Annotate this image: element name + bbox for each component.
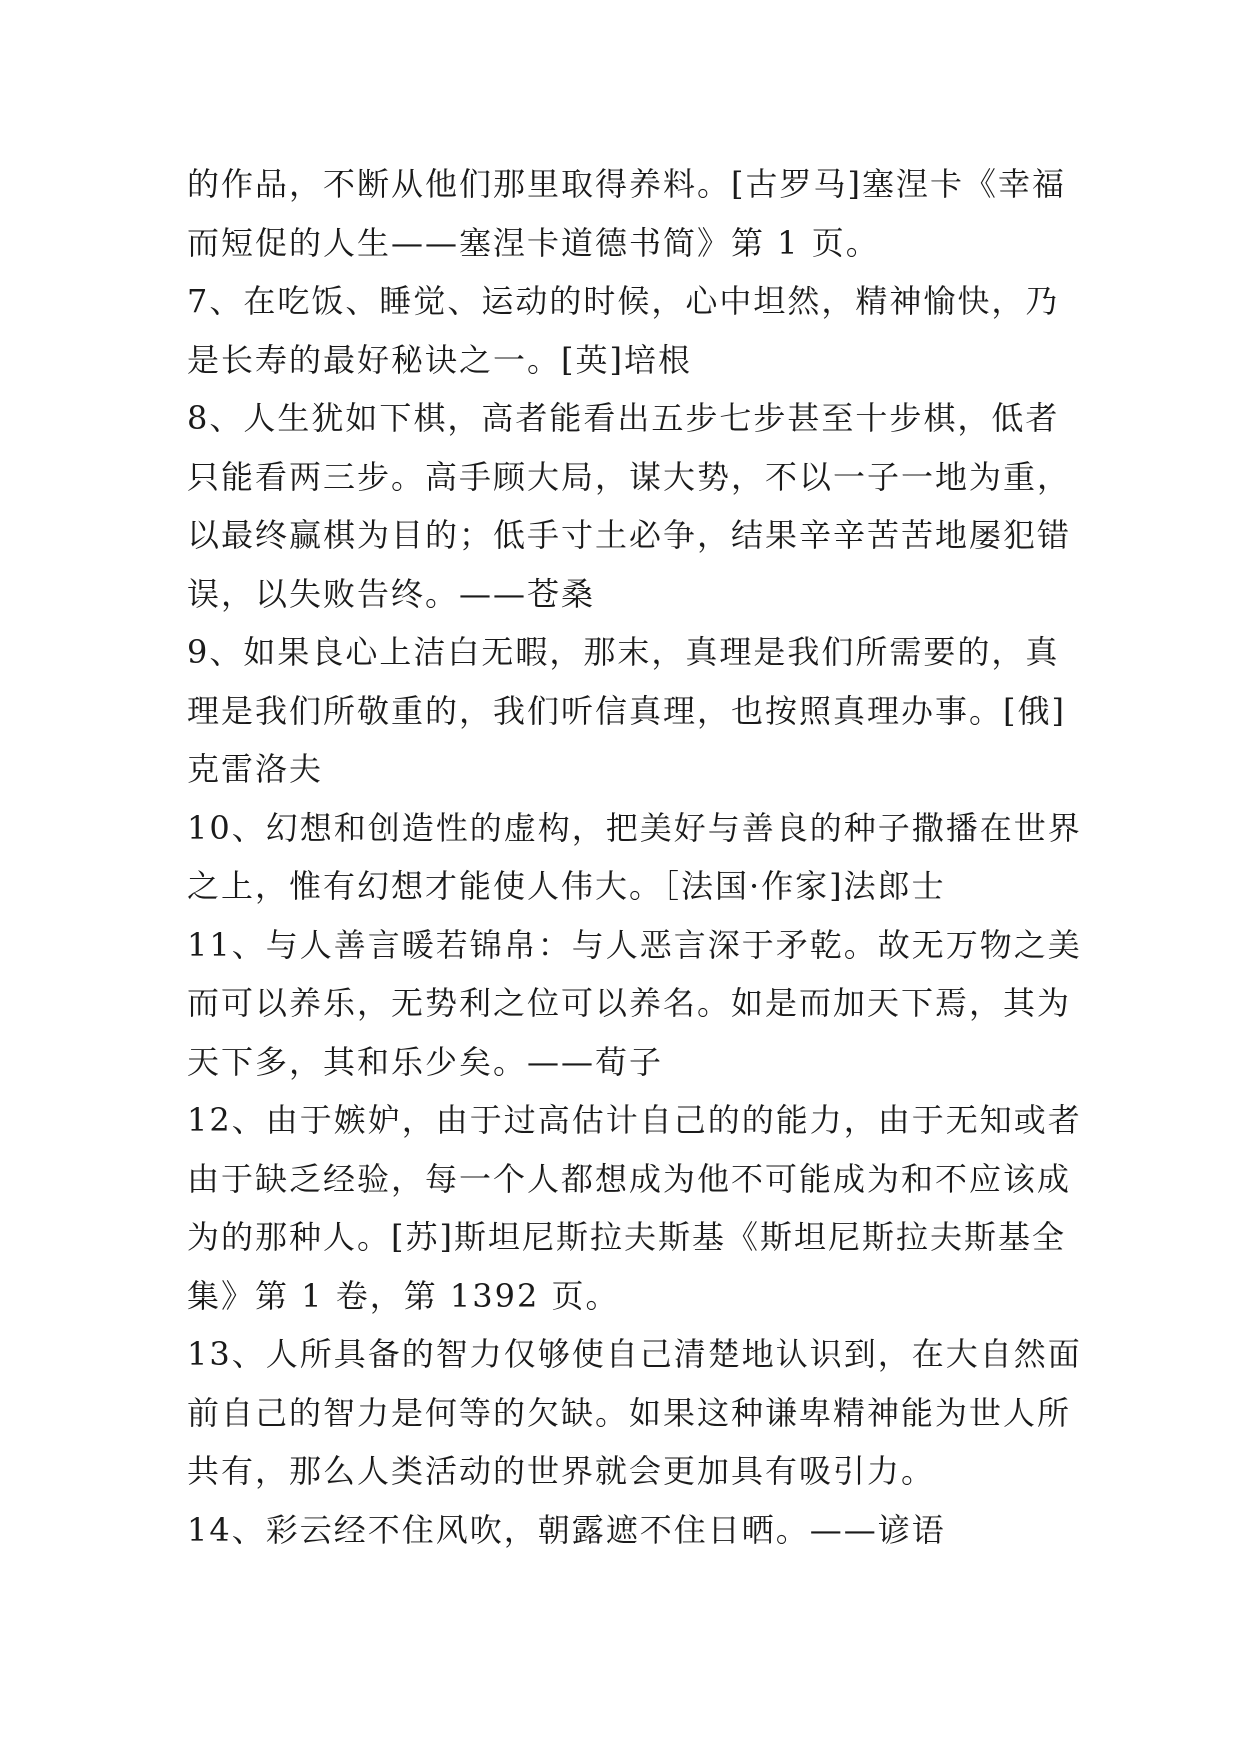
- text-line: 之上，惟有幻想才能使人伟大。［法国·作家]法郎士: [187, 867, 946, 905]
- text-line: 是长寿的最好秘诀之一。[英]培根: [187, 340, 692, 379]
- text-line: 共有，那么人类活动的世界就会更加具有吸引力。: [187, 1452, 936, 1490]
- text-line: 克雷洛夫: [187, 750, 324, 788]
- text-line: 只能看两三步。高手顾大局，谋大势，不以一子一地为重，: [187, 457, 1072, 496]
- text-line: 以最终赢棋为目的；低手寸土必争，结果辛辛苦苦地屡犯错: [187, 516, 1072, 554]
- text-line: 前自己的智力是何等的欠缺。如果这种谦卑精神能为世人所: [187, 1393, 1072, 1432]
- text-line: 由于缺乏经验，每一个人都想成为他不可能成为和不应该成: [187, 1159, 1072, 1198]
- text-line: 而可以养乐，无势利之位可以养名。如是而加天下焉，其为: [187, 984, 1072, 1022]
- text-line: 7、在吃饭、睡觉、运动的时候，心中坦然，精神愉快，乃: [187, 282, 1060, 320]
- text-line: 10、幻想和创造性的虚构，把美好与善良的种子撒播在世界: [187, 808, 1082, 847]
- text-line: 为的那种人。[苏]斯坦尼斯拉夫斯基《斯坦尼斯拉夫斯基全: [187, 1218, 1066, 1256]
- text-line: 理是我们所敬重的，我们听信真理，也按照真理办事。[俄]: [187, 691, 1066, 730]
- document-body: [187, 155, 1082, 1559]
- text-line: 8、人生犹如下棋，高者能看出五步七步甚至十步棋，低者: [187, 399, 1060, 437]
- text-line: 14、彩云经不住风吹，朝露遮不住日晒。——谚语: [187, 1510, 946, 1549]
- text-line: 12、由于嫉妒，由于过高估计自己的的能力，由于无知或者: [187, 1101, 1082, 1139]
- text-line: 而短促的人生——塞涅卡道德书简》第 1 页。: [187, 223, 880, 262]
- text-line: 11、与人善言暖若锦帛：与人恶言深于矛乾。故无万物之美: [187, 925, 1082, 964]
- text-line: 的作品，不断从他们那里取得养料。[古罗马]塞涅卡《幸福: [187, 165, 1066, 203]
- text-line: 集》第 1 卷，第 1392 页。: [187, 1276, 620, 1315]
- text-line: 误，以失败告终。——苍桑: [187, 574, 596, 613]
- text-line: 天下多，其和乐少矣。——荀子: [187, 1042, 664, 1081]
- text-line: 9、如果良心上洁白无暇，那末，真理是我们所需要的，真: [187, 633, 1060, 671]
- text-line: 13、人所具备的智力仅够使自己清楚地认识到，在大自然面: [187, 1335, 1082, 1373]
